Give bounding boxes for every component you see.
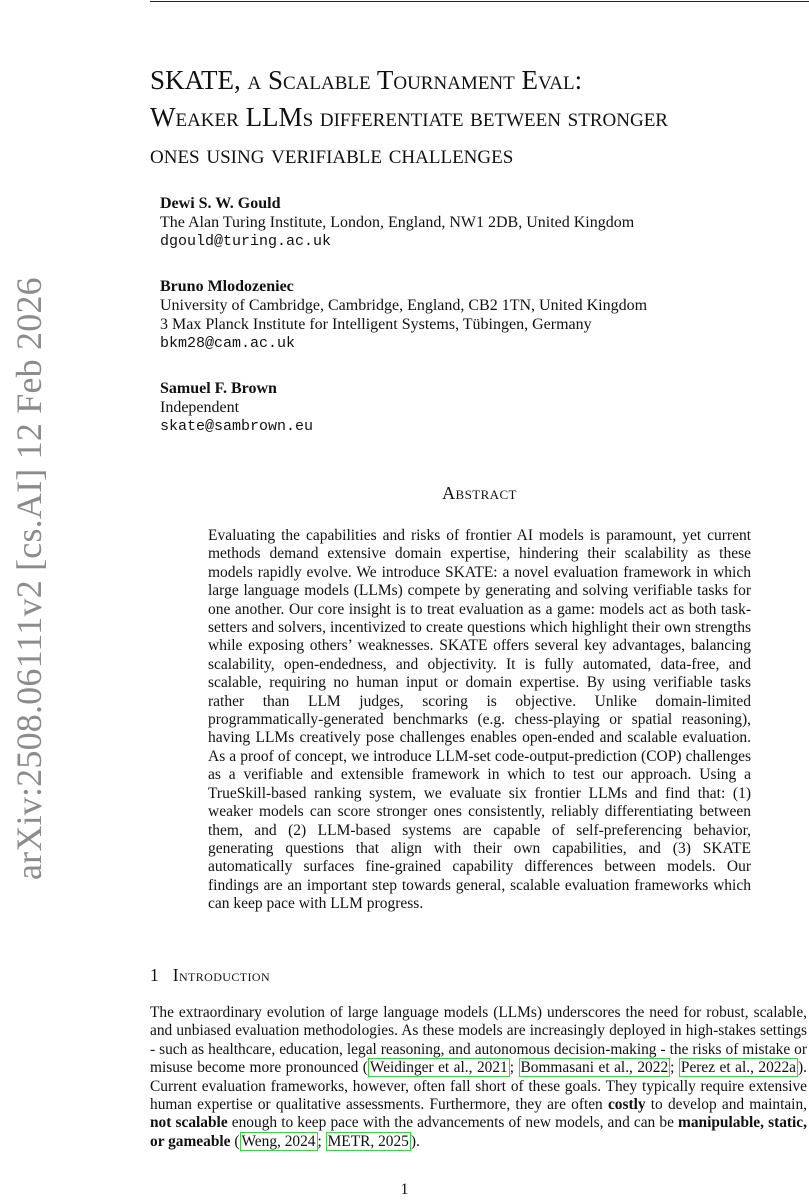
author-email[interactable]: bkm28@cam.ac.uk xyxy=(160,335,296,352)
abstract-heading: Abstract xyxy=(442,483,517,503)
arxiv-identifier[interactable]: arXiv:2508.06111v2 [cs.AI] 12 Feb 2026 xyxy=(9,277,49,880)
author-affiliation: The Alan Turing Institute, London, England, NW1 2DB, United Kingdom xyxy=(160,214,635,231)
emphasis-not-scalable: not scalable xyxy=(150,1114,228,1132)
section-title: Introduction xyxy=(172,965,271,985)
paper-title xyxy=(150,62,809,173)
author-block-1 xyxy=(160,194,634,251)
title-line-3: ones using verifiable challenges xyxy=(150,139,514,169)
citation-link[interactable]: Weidinger et al., 2021 xyxy=(369,1059,508,1077)
emphasis-costly: costly xyxy=(607,1096,646,1114)
title-line-1: SKATE, a Scalable Tournament Eval: xyxy=(150,65,583,95)
author-email[interactable]: dgould@turing.ac.uk xyxy=(160,233,332,250)
author-name: Bruno Mlodozeniec xyxy=(160,278,294,295)
author-affiliation: Independent xyxy=(160,399,240,416)
header-rule xyxy=(150,1,809,2)
page-number: 1 xyxy=(400,1181,409,1198)
introduction-paragraph: The extraordinary evolution of large language models (LLMs) underscores the need for robust, scalable, and unbiased evaluation methodologies. As these models are increasingly deployed in high-stakes settings - such as healthcare, education, legal reasoning, and autonomous decision-making - the risks of mistake or misuse become more pronounced ( Weidinger et al., 2021 ; Bommasani et al., 2022 ; Perez et al., 2022a ). Current evaluation frameworks, however, often fall short of these goals. They typically require extensive human expertise or qualitative assessments. Furthermore, they are often costly to develop and maintain, not scalable enough to keep pace with the advancements of new models, and can be manipulable, static, or gameable ( Weng, 2024 ; METR, 2025 ). xyxy=(150,1004,807,1150)
section-number: 1 xyxy=(150,965,159,985)
section-heading-introduction xyxy=(150,965,270,986)
citation-link[interactable]: METR, 2025 xyxy=(327,1132,409,1150)
author-affiliation: 3 Max Planck Institute for Intelligent Systems, Tübingen, Germany xyxy=(160,316,592,333)
citation-link[interactable]: Perez et al., 2022a xyxy=(680,1059,797,1077)
author-email[interactable]: skate@sambrown.eu xyxy=(160,418,314,435)
author-block-3 xyxy=(160,379,313,436)
title-line-2: Weaker LLMs differentiate between stronger xyxy=(150,102,668,132)
author-name: Dewi S. W. Gould xyxy=(160,195,281,212)
citation-link[interactable]: Weng, 2024 xyxy=(241,1132,316,1150)
author-block-2 xyxy=(160,277,647,353)
author-name: Samuel F. Brown xyxy=(160,380,277,397)
abstract-body: Evaluating the capabilities and risks of frontier AI models is paramount, yet current methods demand extensive domain expertise, hindering their scalability as these models rapidly evolve. We introduce SKATE: a novel evaluation framework in which large language models (LLMs) compete by generating and solving verifiable tasks for one another. Our core insight is to treat evaluation as a game: models act as both task-setters and solvers, incentivized to create questions which highlight their own strengths while exposing others’ weaknesses. SKATE offers several key advantages, balancing scalability, open-endedness, and objectivity. It is fully automated, data-free, and scalable, requiring no human input or domain expertise. By using verifiable tasks rather than LLM judges, scoring is objective. Unlike domain-limited programmatically-generated benchmarks (e.g. chess-playing or spatial reasoning), having LLMs creatively pose challenges enables open-ended and scalable evaluation. As a proof of concept, we introduce LLM-set code-output-prediction (COP) challenges as a verifiable and extensible framework in which to test our approach. Using a TrueSkill-based ranking system, we evaluate six frontier LLMs and find that: (1) weaker models can score stronger ones consistently, reliably differentiating between them, and (2) LLM-based systems are capable of self-preferencing behavior, generating questions that align with their own capabilities, and (3) SKATE automatically surfaces fine-grained capability differences between models. Our findings are an important step towards general, scalable evaluation frameworks which can keep pace with LLM progress. xyxy=(208,527,751,913)
author-affiliation: University of Cambridge, Cambridge, England, CB2 1TN, United Kingdom xyxy=(160,297,648,314)
citation-link[interactable]: Bommasani et al., 2022 xyxy=(520,1059,669,1077)
emphasis-manipulable: manipulable, static, or gameable xyxy=(150,1114,807,1150)
